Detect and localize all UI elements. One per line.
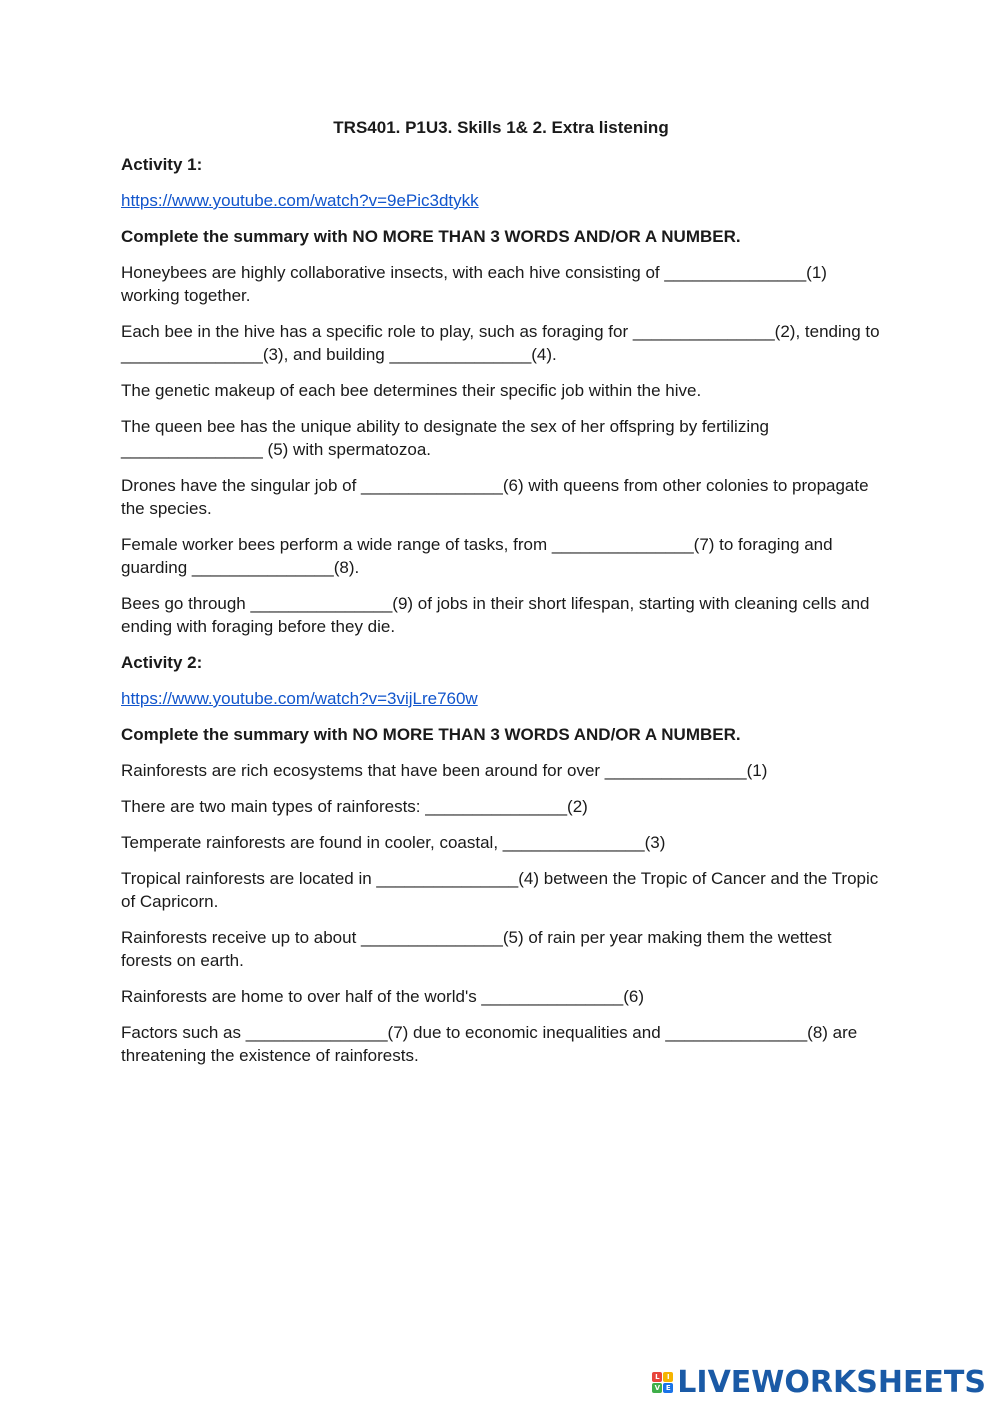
activity2-item-1: Rainforests are rich ecosystems that have been around for over _______________(1) <box>121 761 768 780</box>
activity1-item-4: The queen bee has the unique ability to designate the sex of her offspring by fertilizing _______________ (5) with spermatozoa. <box>121 417 770 459</box>
logo-tile-v: V <box>652 1383 662 1393</box>
logo-tile-i: I <box>663 1372 673 1382</box>
activity2-heading: Activity 2: <box>121 653 203 672</box>
activity2-video-link[interactable]: https://www.youtube.com/watch?v=3vijLre760w <box>121 689 478 708</box>
activity2-item-4: Tropical rainforests are located in _______________(4) between the Tropic of Cancer and the Tropic of Capricorn. <box>121 869 879 911</box>
liveworksheets-logo <box>652 1365 986 1400</box>
activity1-instruction: Complete the summary with NO MORE THAN 3 WORDS AND/OR A NUMBER. <box>121 227 741 246</box>
activity2-item-5: Rainforests receive up to about _______________(5) of rain per year making them the wettest forests on earth. <box>121 928 832 970</box>
activity2-instruction: Complete the summary with NO MORE THAN 3 WORDS AND/OR A NUMBER. <box>121 725 741 744</box>
liveworksheets-logo-icon <box>652 1372 673 1393</box>
activity1-item-5: Drones have the singular job of _______________(6) with queens from other colonies to propagate the species. <box>121 476 869 518</box>
activity1-heading: Activity 1: <box>121 155 203 174</box>
logo-text: LIVEWORKSHEETS <box>677 1365 986 1400</box>
activity2-item-6: Rainforests are home to over half of the world's _______________(6) <box>121 987 645 1006</box>
worksheet-page <box>121 118 881 1080</box>
activity2-item-3: Temperate rainforests are found in cooler, coastal, _______________(3) <box>121 833 666 852</box>
logo-tile-l: L <box>652 1372 662 1382</box>
activity1-item-2: Each bee in the hive has a specific role to play, such as foraging for _______________(2), tending to _______________(3), and building _______________(4). <box>121 322 880 364</box>
activity2-item-7: Factors such as _______________(7) due to economic inequalities and _______________(8) are threatening the existence of rainforests. <box>121 1023 858 1065</box>
activity1-item-6: Female worker bees perform a wide range of tasks, from _______________(7) to foraging and guarding _______________(8). <box>121 535 833 577</box>
page-title: TRS401. P1U3. Skills 1& 2. Extra listening <box>333 118 669 137</box>
activity1-item-3: The genetic makeup of each bee determines their specific job within the hive. <box>121 381 702 400</box>
activity1-item-1: Honeybees are highly collaborative insects, with each hive consisting of _______________(1) working together. <box>121 263 827 305</box>
activity2-item-2: There are two main types of rainforests: _______________(2) <box>121 797 588 816</box>
activity1-item-7: Bees go through _______________(9) of jobs in their short lifespan, starting with cleaning cells and ending with foraging before they die. <box>121 594 870 636</box>
activity1-video-link[interactable]: https://www.youtube.com/watch?v=9ePic3dtykk <box>121 191 479 210</box>
logo-tile-e: E <box>663 1383 673 1393</box>
